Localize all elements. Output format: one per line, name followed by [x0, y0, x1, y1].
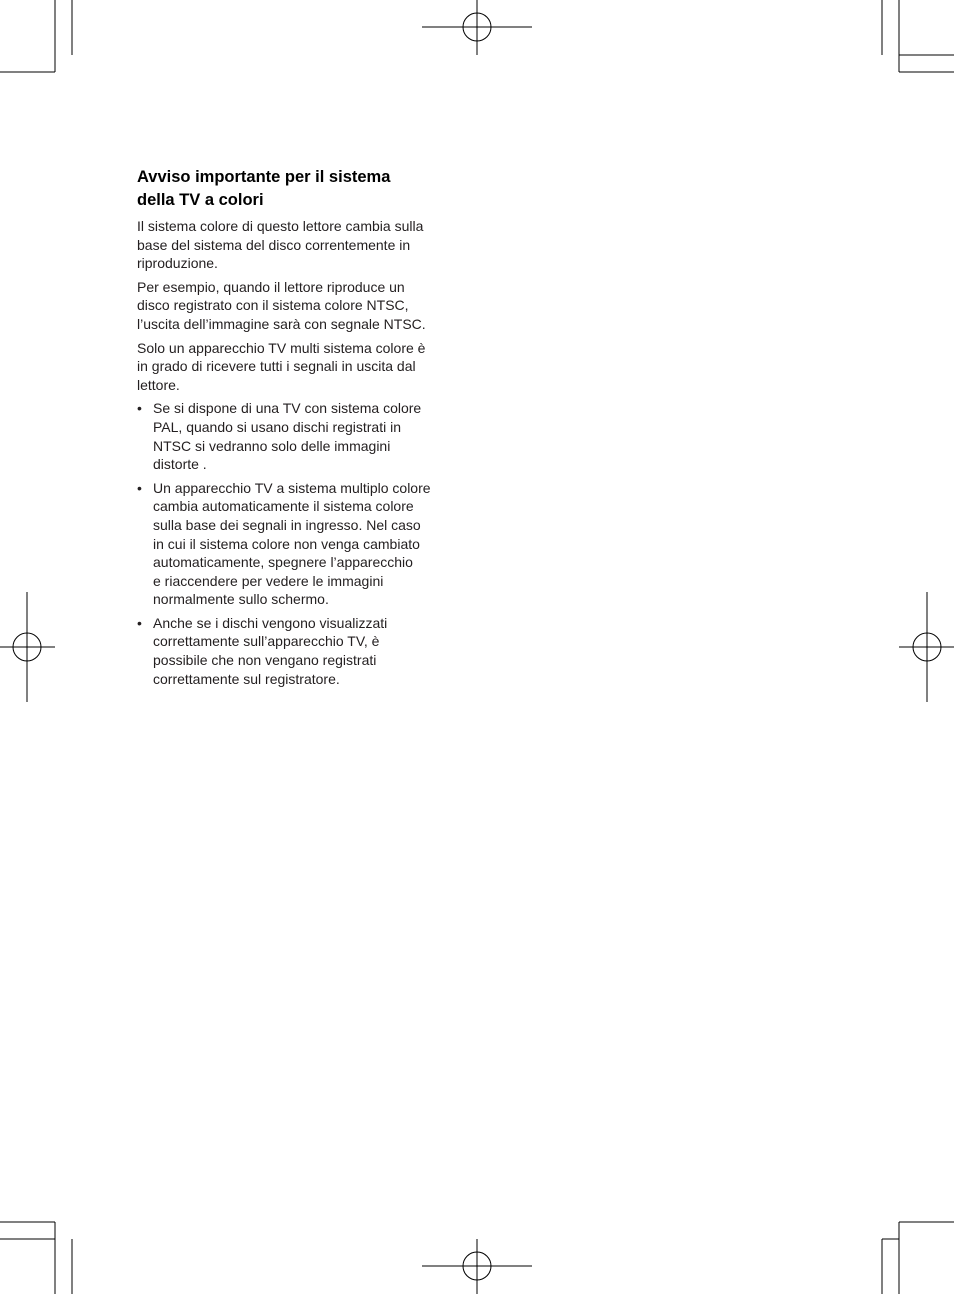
- list-item-text: Se si dispone di una TV con sistema colore PAL, quando si usano dischi registrati in NTSC si vedranno solo delle immagini distorte .: [153, 400, 422, 473]
- registration-mark-right: [899, 592, 954, 702]
- registration-mark-left: [0, 592, 55, 702]
- notes-list: [137, 399, 459, 688]
- bullet-icon: •: [137, 400, 142, 417]
- list-item: [137, 479, 459, 609]
- crop-mark-bottom-left: [0, 1222, 72, 1294]
- section-heading-line-1: Avviso importante per il sistema: [137, 168, 391, 186]
- section-heading-line-2: della TV a colori: [137, 190, 264, 209]
- registration-mark-top: [422, 0, 532, 55]
- bullet-icon: •: [137, 479, 142, 496]
- list-item-text: Anche se i dischi vengono visualizzati correttamente sull’apparecchio TV, è possibile che non vengano registrati correttamente sul registratore.: [153, 614, 388, 687]
- list-item: [137, 399, 459, 473]
- notice-section: [137, 166, 459, 693]
- bullet-icon: •: [137, 614, 142, 631]
- crop-mark-top-right: [882, 0, 954, 72]
- registration-mark-bottom: [422, 1239, 532, 1294]
- crop-mark-bottom-right: [882, 1222, 954, 1294]
- paragraph-ntsc-example: Per esempio, quando il lettore riproduce un disco registrato con il sistema colore NTSC, l’uscita dell’immagine sarà con segnale NTSC.: [137, 278, 426, 332]
- crop-mark-top-left: [0, 0, 72, 72]
- paragraph-multi-system-tv: Solo un apparecchio TV multi sistema colore è in grado di ricevere tutti i segnali in uscita dal lettore.: [137, 339, 426, 393]
- list-item-text: Un apparecchio TV a sistema multiplo colore cambia automaticamente il sistema colore sulla base dei segnali in ingresso. Nel caso in cui il sistema colore non venga cambiato automaticamente, spegnere l’apparecchio e riaccendere per vedere le immagini normalmente sullo schermo.: [153, 479, 431, 608]
- section-heading: [137, 166, 459, 211]
- list-item: [137, 614, 459, 688]
- paragraph-color-system-intro: Il sistema colore di questo lettore cambia sulla base del sistema del disco correntemente in riproduzione.: [137, 218, 424, 272]
